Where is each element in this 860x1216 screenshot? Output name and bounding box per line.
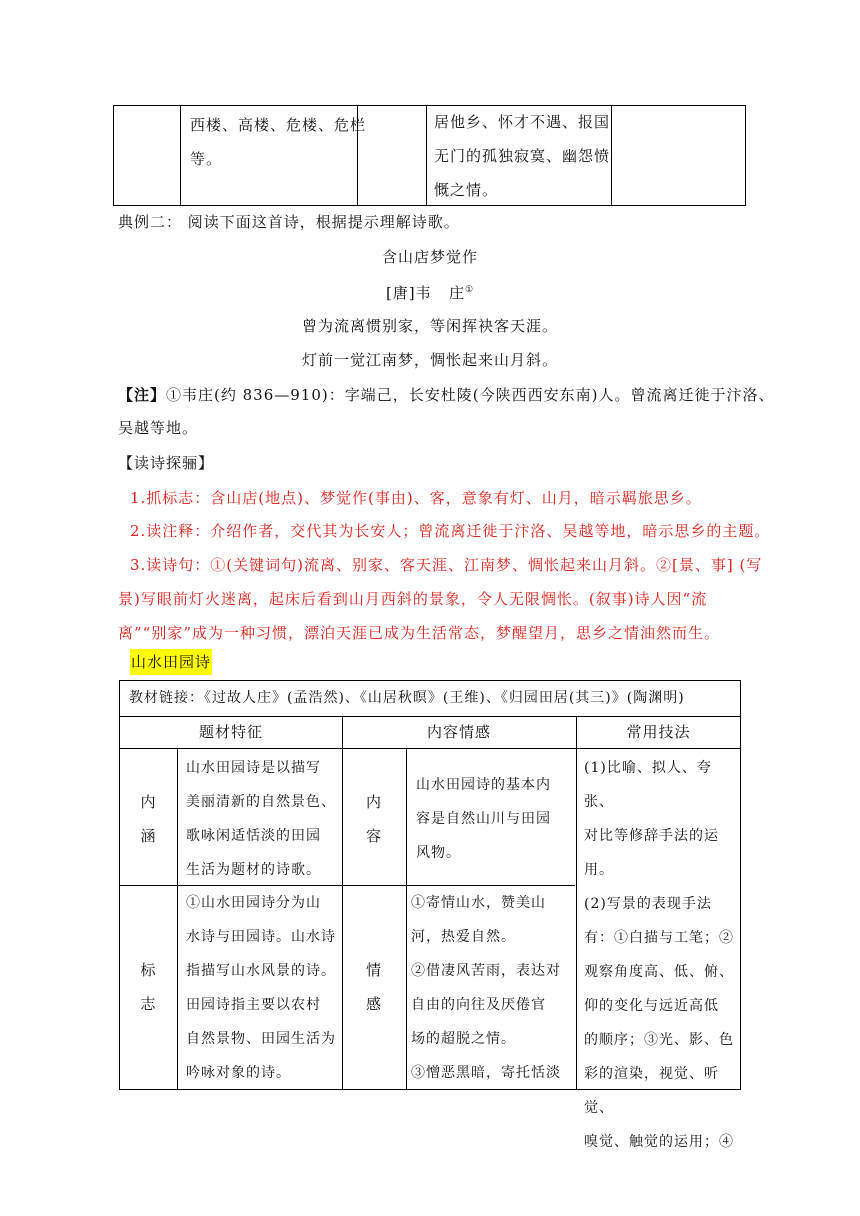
author-name: [唐]韦 庄 — [385, 284, 465, 302]
text-line: 自由的向往及厌倦官 — [411, 997, 546, 1013]
text-line: 河，热爱自然。 — [411, 929, 516, 945]
table-divider — [180, 106, 181, 205]
label-char: 志 — [140, 995, 157, 1013]
cell-line: 西楼、高楼、危楼、危栏 — [190, 116, 367, 134]
text-line: 生活为题材的诗歌。 — [186, 862, 321, 878]
label-char: 内 — [140, 793, 157, 811]
table-divider — [426, 106, 427, 205]
section-title: 山水田园诗 — [130, 649, 212, 675]
label-char: 情 — [365, 961, 382, 979]
cell-line: 慨之情。 — [434, 181, 499, 199]
label-char: 内 — [365, 793, 382, 811]
poem-line: 曾为流离惯别家，等闲挥袂客天涯。 — [301, 317, 558, 335]
table-cell — [190, 108, 366, 176]
text-line: 山水田园诗的基本内 — [416, 777, 551, 793]
text-line: 场的超脱之情。 — [411, 1031, 516, 1047]
poem-line: 灯前一觉江南梦，惆怅起来山月斜。 — [301, 351, 558, 369]
table-cell — [434, 105, 610, 207]
table-divider — [576, 716, 577, 1089]
text-line: 彩的渲染，视觉、听觉、 — [584, 1066, 719, 1116]
text-line: 山水田园诗是以描写 — [186, 760, 321, 776]
text-line: 的顺序；③光、影、色 — [584, 1032, 734, 1048]
header-topic: 题材特征 — [198, 723, 263, 741]
continuation-table — [113, 105, 746, 206]
header-content: 内容情感 — [426, 723, 491, 741]
example-heading: 典例二： 阅读下面这首诗，根据提示理解诗歌。 — [118, 213, 460, 231]
cell-line: 无门的孤独寂寞、幽怨愤 — [434, 147, 611, 165]
text-line: 水诗与田园诗。山水诗 — [186, 929, 336, 945]
table-divider — [342, 716, 343, 1089]
point-1: 1.抓标志：含山店(地点)、梦觉作(事由)、客，意象有灯、山月，暗示羁旅思乡。 — [130, 489, 702, 507]
poetry-table — [119, 680, 741, 1150]
poem-title: 含山店梦觉作 — [381, 248, 478, 266]
text-line: 容是自然山川与田园 — [416, 811, 551, 827]
label-char: 标 — [140, 961, 157, 979]
text-line: 美丽清新的自然景色、 — [186, 794, 336, 810]
text-line: ①山水田园诗分为山 — [186, 895, 321, 911]
footnote-mark: ① — [464, 285, 475, 295]
text-line: 自然景物、田园生活为 — [186, 1031, 336, 1047]
note-paragraph — [118, 378, 774, 412]
row-label — [120, 953, 177, 1021]
header-technique: 常用技法 — [626, 723, 691, 741]
row-label — [120, 785, 177, 853]
poem-author — [0, 273, 860, 310]
row-label — [342, 953, 406, 1021]
text-line: ②借凄风苦雨，表达对 — [411, 963, 561, 979]
text-line: ①寄情山水，赞美山 — [411, 895, 546, 911]
point-2: 2.读注释：介绍作者，交代其为长安人；曾流离迁徙于汴洛、吴越等地，暗示思乡的主题。 — [130, 522, 771, 540]
label-char: 容 — [365, 827, 382, 845]
text-line: 指描写山水风景的诗。 — [186, 963, 336, 979]
point-3-cont: 离”“别家”成为一种习惯，漂泊天涯已成为生活常态，梦醒望月，思乡之情油然而生。 — [118, 624, 721, 642]
label-char: 感 — [365, 995, 382, 1013]
point-3: 3.读诗句：①(关键词句)流离、别家、客天涯、江南梦、惆怅起来山月斜。②[景、事] (写 — [130, 556, 763, 574]
row-text — [186, 751, 336, 887]
text-line: 有：①白描与工笔；② — [584, 930, 734, 946]
table-divider — [406, 748, 407, 1089]
cell-line: 等。 — [190, 150, 223, 168]
explore-heading: 【读诗探骊】 — [118, 454, 215, 472]
row-text — [186, 886, 336, 1090]
table-divider — [611, 106, 612, 205]
row-label — [342, 785, 406, 853]
row-text — [411, 886, 561, 1090]
cell-line: 居他乡、怀才不遇、报国 — [434, 113, 611, 131]
text-line: 对比等修辞手法的运 — [584, 828, 719, 844]
text-line: ③憎恶黑暗，寄托恬淡 — [411, 1065, 561, 1081]
label-char: 涵 — [140, 827, 157, 845]
text-line: 吟咏对象的诗。 — [186, 1065, 291, 1081]
note-text-cont: 吴越等地。 — [118, 419, 199, 437]
text-line: 用。 — [584, 862, 614, 878]
point-3-cont: 景)写眼前灯火迷离，起床后看到山月西斜的景象，令人无限惆怅。(叙事)诗人因“流 — [118, 590, 708, 608]
text-line: 观察角度高、低、俯、 — [584, 964, 734, 980]
note-label: 【注】 — [118, 386, 167, 404]
text-line: (1)比喻、拟人、夸张、 — [584, 760, 712, 810]
table-divider — [177, 748, 178, 1089]
text-line: (2)写景的表现手法 — [584, 896, 712, 912]
text-line: 仰的变化与远近高低 — [584, 998, 719, 1014]
row-text — [416, 768, 551, 870]
link-row: 教材链接：《过故人庄》(孟浩然)、《山居秋暝》(王维)、《归园田居(其三)》(陶渊明) — [129, 690, 685, 706]
techniques-text — [584, 751, 740, 1159]
text-line: 风物。 — [416, 845, 461, 861]
text-line: 歌咏闲适恬淡的田园 — [186, 828, 321, 844]
text-line: 田园诗指主要以农村 — [186, 997, 321, 1013]
text-line: 嗅觉、触觉的运用；④ — [584, 1134, 734, 1150]
note-text: ①韦庄(约 836—910)：字端己，长安杜陵(今陕西西安东南)人。曾流离迁徙于汴洛、 — [166, 386, 775, 404]
